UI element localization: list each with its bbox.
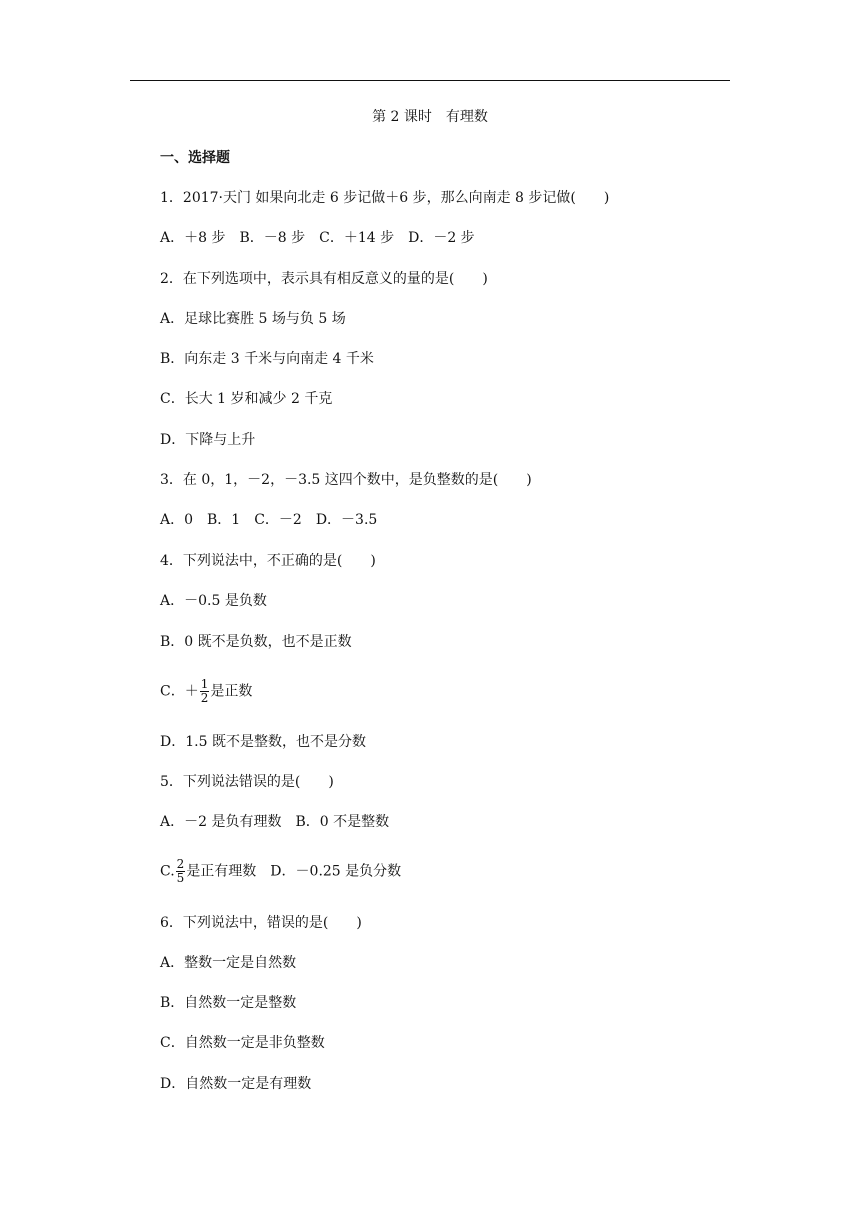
section-heading: 一、选择题	[160, 150, 230, 166]
option-c-suffix: 是正有理数 D．－0.25 是负分数	[186, 863, 402, 880]
question-2-stem: 2．在下列选项中，表示具有相反意义的量的是( )	[160, 271, 488, 287]
question-4-option-a: A．－0.5 是负数	[160, 593, 267, 609]
question-3-stem: 3．在 0，1，－2，－3.5 这四个数中，是负整数的是( )	[160, 472, 532, 488]
question-6-option-c: C．自然数一定是非负整数	[160, 1035, 325, 1051]
fraction	[200, 678, 210, 705]
question-5-stem: 5．下列说法错误的是( )	[160, 774, 334, 790]
fraction-numerator: 2	[176, 857, 185, 871]
header-rule	[130, 80, 730, 81]
question-2-option-c: C．长大 1 岁和减少 2 千克	[160, 391, 333, 407]
question-3-options: A．0 B．1 C．－2 D．－3.5	[160, 512, 378, 528]
page-title: 第 2 课时 有理数	[372, 109, 488, 125]
fraction-denominator: 2	[200, 691, 209, 705]
question-4-option-c	[160, 678, 252, 705]
question-6-option-d: D．自然数一定是有理数	[160, 1076, 312, 1092]
option-c-suffix: 是正数	[210, 683, 253, 700]
question-5-options-ab: A．－2 是负有理数 B．0 不是整数	[160, 814, 390, 830]
fraction-numerator: 1	[200, 677, 209, 691]
question-6-option-a: A．整数一定是自然数	[160, 955, 297, 971]
question-1-options: A．＋8 步 B．－8 步 C．＋14 步 D．－2 步	[160, 230, 475, 246]
option-c-prefix: C．＋	[160, 683, 199, 700]
question-2-option-d: D．下降与上升	[160, 432, 256, 448]
question-4-stem: 4．下列说法中，不正确的是( )	[160, 553, 376, 569]
question-5-options-cd	[160, 858, 401, 885]
question-6-option-b: B．自然数一定是整数	[160, 995, 297, 1011]
option-c-prefix: C.	[160, 863, 175, 880]
question-4-option-d: D．1.5 既不是整数，也不是分数	[160, 734, 366, 750]
fraction-denominator: 5	[176, 871, 185, 885]
question-1-stem: 1．2017·天门 如果向北走 6 步记做＋6 步，那么向南走 8 步记做( )	[160, 190, 610, 206]
question-2-option-a: A．足球比赛胜 5 场与负 5 场	[160, 311, 346, 327]
question-2-option-b: B．向东走 3 千米与向南走 4 千米	[160, 351, 374, 367]
question-4-option-b: B．0 既不是负数，也不是正数	[160, 634, 352, 650]
fraction	[176, 858, 186, 885]
question-6-stem: 6．下列说法中，错误的是( )	[160, 915, 362, 931]
